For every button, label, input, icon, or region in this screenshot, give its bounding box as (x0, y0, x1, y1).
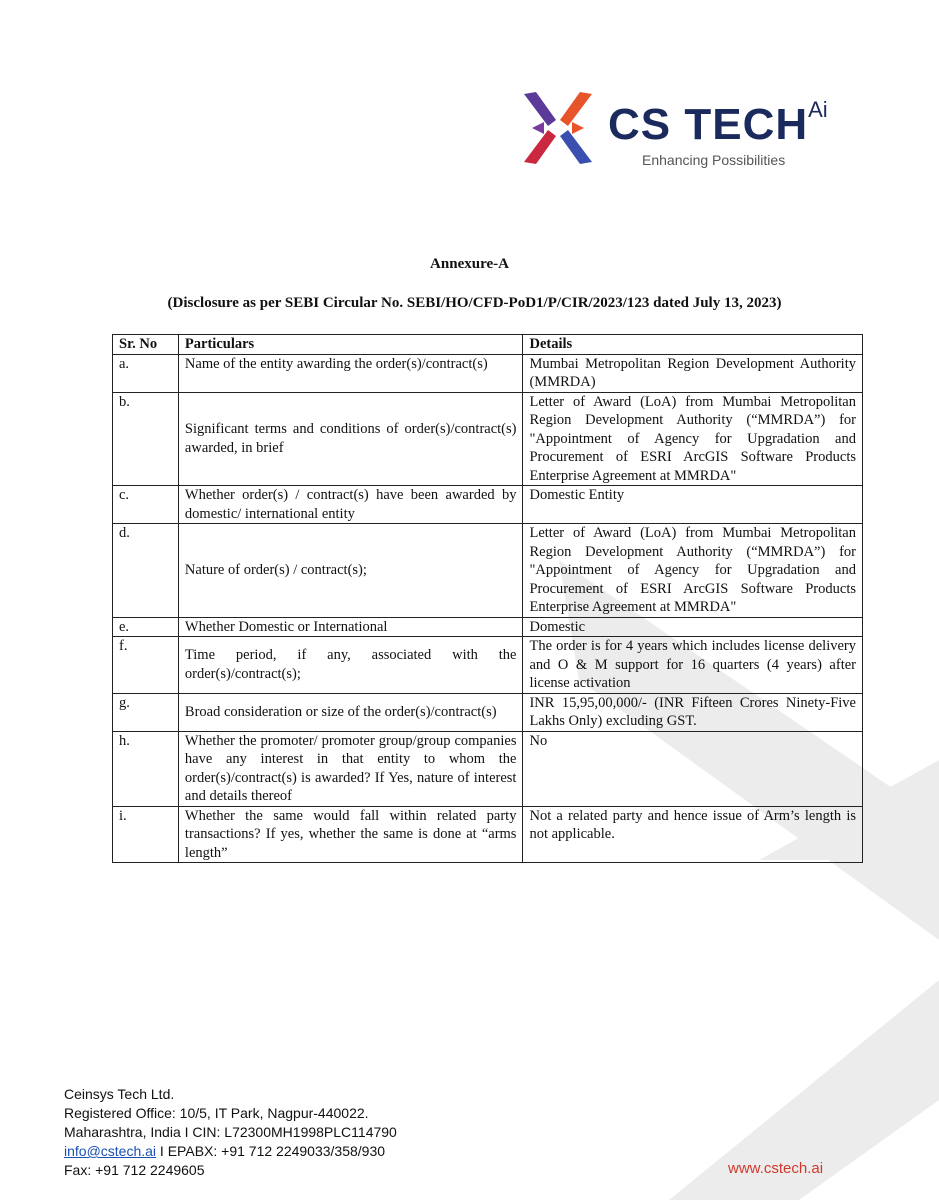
page-title: Annexure-A (430, 256, 509, 272)
row-details: The order is for 4 years which includes license delivery and O & M support for 16 quarters (4 years) after license activation (523, 637, 863, 694)
row-details: Mumbai Metropolitan Region Development Authority (MMRDA) (523, 354, 863, 392)
row-sr: d. (113, 524, 179, 618)
table-row (113, 617, 863, 637)
footer-website[interactable]: www.cstech.ai (728, 1160, 824, 1177)
row-sr: c. (113, 486, 179, 524)
row-sr: e. (113, 617, 179, 637)
row-details: Letter of Award (LoA) from Mumbai Metropolitan Region Development Authority (“MMRDA”) for "Appointment of Agency for Upgradation and Procurement of ESRI ArcGIS Software Products Enterprise Agreement at MMRDA" (523, 392, 863, 486)
footer-fax: Fax: +91 712 2249605 (64, 1162, 205, 1178)
logo-brand-name (608, 97, 828, 150)
table-row (113, 637, 863, 694)
row-details: Domestic Entity (523, 486, 863, 524)
footer-address (64, 1085, 397, 1180)
footer-contact-line (64, 1142, 397, 1161)
row-details: Domestic (523, 617, 863, 637)
page-subtitle: (Disclosure as per SEBI Circular No. SEBI/HO/CFD-PoD1/P/CIR/2023/123 dated July 13, 2023) (167, 295, 782, 311)
table-row (113, 392, 863, 486)
table-row (113, 486, 863, 524)
footer-email-link[interactable]: info@cstech.ai (64, 1143, 157, 1159)
row-sr: b. (113, 392, 179, 486)
row-particulars: Time period, if any, associated with the order(s)/contract(s); (178, 637, 523, 694)
row-details: Not a related party and hence issue of Arm’s length is not applicable. (523, 806, 863, 863)
logo-brand: CS TECH (608, 100, 809, 149)
logo-mark-icon (518, 88, 598, 168)
row-particulars: Significant terms and conditions of order(s)/contract(s) awarded, in brief (178, 392, 523, 486)
row-sr: i. (113, 806, 179, 863)
row-particulars: Whether order(s) / contract(s) have been awarded by domestic/ international entity (178, 486, 523, 524)
table-row (113, 524, 863, 618)
row-particulars: Nature of order(s) / contract(s); (178, 524, 523, 618)
row-particulars: Whether the promoter/ promoter group/group companies have any interest in that entity to whom the order(s)/contract(s) is awarded? If Yes, nature of interest and details thereof (178, 731, 523, 806)
disclosure-table (112, 334, 863, 863)
row-particulars: Whether Domestic or International (178, 617, 523, 637)
footer-office: Registered Office: 10/5, IT Park, Nagpur-440022. (64, 1105, 369, 1121)
logo-brand-suffix: Ai (808, 97, 828, 123)
logo-tagline: Enhancing Possibilities (642, 152, 786, 168)
footer-company: Ceinsys Tech Ltd. (64, 1086, 175, 1102)
row-particulars: Name of the entity awarding the order(s)/contract(s) (178, 354, 523, 392)
table-row (113, 693, 863, 731)
row-details: Letter of Award (LoA) from Mumbai Metropolitan Region Development Authority (“MMRDA”) for "Appointment of Agency for Upgradation and Procurement of ESRI ArcGIS Software Products Enterprise Agreement at MMRDA" (523, 524, 863, 618)
row-sr: h. (113, 731, 179, 806)
row-particulars: Whether the same would fall within related party transactions? If yes, whether the same is done at “arms length” (178, 806, 523, 863)
row-particulars: Broad consideration or size of the order(s)/contract(s) (178, 693, 523, 731)
header-details: Details (523, 335, 863, 355)
table-row (113, 354, 863, 392)
footer-epabx: I EPABX: +91 712 2249033/358/930 (156, 1143, 386, 1159)
header-sr-no: Sr. No (113, 335, 179, 355)
row-sr: g. (113, 693, 179, 731)
row-sr: a. (113, 354, 179, 392)
row-details: No (523, 731, 863, 806)
row-sr: f. (113, 637, 179, 694)
footer-cin: Maharashtra, India I CIN: L72300MH1998PLC114790 (64, 1124, 397, 1140)
table-row (113, 731, 863, 806)
row-details: INR 15,95,00,000/- (INR Fifteen Crores Ninety-Five Lakhs Only) excluding GST. (523, 693, 863, 731)
header-particulars: Particulars (178, 335, 523, 355)
table-row (113, 806, 863, 863)
table-header-row (113, 335, 863, 355)
